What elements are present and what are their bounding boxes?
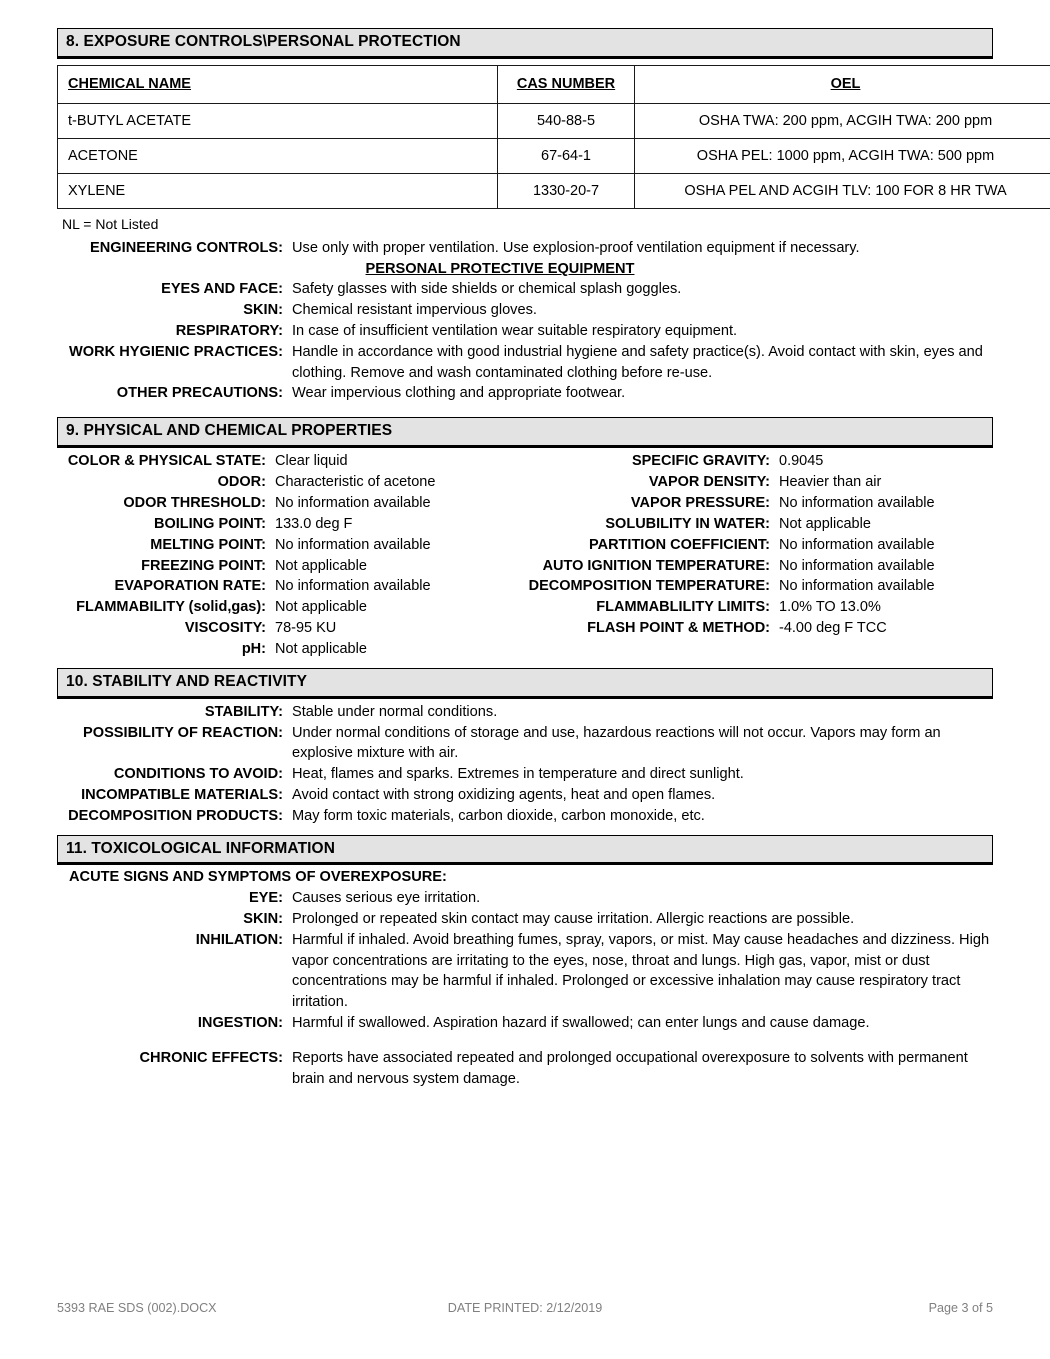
column-header-cas-number-label: CAS NUMBER <box>516 75 616 92</box>
work-hygienic-practices-label: WORK HYGIENIC PRACTICES: <box>68 343 283 360</box>
respiratory-value: In case of insufficient ventilation wear suitable respiratory equipment. <box>292 323 738 339</box>
section-10-header: 10. STABILITY AND REACTIVITY <box>57 668 993 697</box>
ph-row <box>57 639 509 660</box>
cell-oel: OSHA PEL: 1000 ppm, ACGIH TWA: 500 ppm <box>635 138 1050 173</box>
solubility-in-water-row <box>509 514 993 535</box>
ph-label: pH: <box>241 641 266 658</box>
ingestion-label: INGESTION: <box>197 1015 283 1032</box>
vapor-density-label: VAPOR DENSITY: <box>648 473 770 490</box>
incompatible-materials-value: Avoid contact with strong oxidizing agents, heat and open flames. <box>292 787 716 804</box>
chronic-effects-value: Reports have associated repeated and prolonged occupational overexposure to solvents with permanent brain and nervous system damage. <box>292 1049 968 1087</box>
flammability-limits-value: 1.0% TO 13.0% <box>779 599 881 616</box>
section-9-left-column <box>57 451 509 660</box>
engineering-controls-label: ENGINEERING CONTROLS: <box>90 239 283 256</box>
vapor-pressure-label: VAPOR PRESSURE: <box>630 494 770 511</box>
vapor-density-row <box>509 472 993 493</box>
flammability-limits-row <box>509 597 993 618</box>
conditions-to-avoid-label: CONDITIONS TO AVOID: <box>113 766 283 783</box>
evaporation-rate-label: EVAPORATION RATE: <box>114 578 266 595</box>
engineering-controls-row <box>57 238 993 259</box>
other-precautions-value: Wear impervious clothing and appropriate footwear. <box>292 385 626 402</box>
ppe-subheading: PERSONAL PROTECTIVE EQUIPMENT <box>365 260 635 277</box>
cell-oel: OSHA TWA: 200 ppm, ACGIH TWA: 200 ppm <box>635 103 1050 138</box>
decomposition-temperature-row <box>509 576 993 597</box>
page-footer <box>57 1301 993 1315</box>
decomposition-products-row <box>57 806 993 827</box>
melting-point-label: MELTING POINT: <box>150 536 266 553</box>
ingestion-value: Harmful if swallowed. Aspiration hazard if swallowed; can enter lungs and cause damage. <box>292 1015 870 1032</box>
boiling-point-row <box>57 514 509 535</box>
skin-toxicology-row <box>57 909 993 930</box>
footer-page-number: Page 3 of 5 <box>928 1301 993 1315</box>
ingestion-row <box>57 1013 993 1034</box>
not-listed-note: NL = Not Listed <box>62 215 159 232</box>
column-header-chemical-name-label: CHEMICAL NAME <box>68 75 191 92</box>
possibility-of-reaction-row <box>57 723 993 765</box>
vapor-pressure-row <box>509 493 993 514</box>
viscosity-label: VISCOSITY: <box>184 620 266 637</box>
section-9-right-column <box>509 451 993 660</box>
solubility-in-water-value: Not applicable <box>779 515 871 532</box>
melting-point-value: No information available <box>275 536 431 553</box>
skin-toxicology-value: Prolonged or repeated skin contact may cause irritation. Allergic reactions are possible. <box>292 911 855 928</box>
specific-gravity-value: 0.9045 <box>779 453 824 469</box>
section-10-body <box>57 702 993 827</box>
freezing-point-label: FREEZING POINT: <box>141 557 266 574</box>
odor-label: ODOR: <box>217 473 266 490</box>
column-header-chemical-name <box>58 65 498 103</box>
auto-ignition-temperature-label: AUTO IGNITION TEMPERATURE: <box>542 557 770 574</box>
chronic-effects-row <box>57 1048 993 1090</box>
freezing-point-value: Not applicable <box>275 557 367 574</box>
partition-coefficient-row <box>509 535 993 556</box>
odor-threshold-row <box>57 493 509 514</box>
color-physical-state-value: Clear liquid <box>275 453 348 469</box>
flash-point-method-row <box>509 618 993 639</box>
table-row <box>58 138 1050 173</box>
stability-row <box>57 702 993 723</box>
flammability-label: FLAMMABILITY (solid,gas): <box>76 599 266 616</box>
flammability-row <box>57 597 509 618</box>
table-header-row <box>58 65 1050 103</box>
stability-value: Stable under normal conditions. <box>292 703 498 720</box>
table-row <box>58 103 1050 138</box>
cell-chemical-name: t-BUTYL ACETATE <box>58 103 498 138</box>
odor-value: Characteristic of acetone <box>275 473 436 490</box>
cell-oel: OSHA PEL AND ACGIH TLV: 100 FOR 8 HR TWA <box>635 173 1050 208</box>
decomposition-products-label: DECOMPOSITION PRODUCTS: <box>68 807 283 824</box>
section-8-body <box>57 238 993 404</box>
inhalation-label: INHILATION: <box>195 931 283 948</box>
viscosity-value: 78-95 KU <box>275 620 337 637</box>
section-8-header: 8. EXPOSURE CONTROLS\PERSONAL PROTECTION <box>57 28 993 57</box>
evaporation-rate-value: No information available <box>275 578 431 595</box>
footer-date-printed: DATE PRINTED: 2/12/2019 <box>447 1301 603 1315</box>
possibility-of-reaction-value: Under normal conditions of storage and use, hazardous reactions will not occur. Vapors may form an explosive mixture with air. <box>292 724 941 762</box>
decomposition-temperature-value: No information available <box>779 578 935 595</box>
incompatible-materials-label: INCOMPATIBLE MATERIALS: <box>81 787 283 804</box>
conditions-to-avoid-row <box>57 764 993 785</box>
eyes-and-face-value: Safety glasses with side shields or chemical splash goggles. <box>292 281 682 298</box>
stability-label: STABILITY: <box>204 703 283 720</box>
incompatible-materials-row <box>57 785 993 806</box>
inhalation-value: Harmful if inhaled. Avoid breathing fumes, spray, vapors, or mist. May cause headaches and dizziness. High vapor concentrations are irritating to the eyes, nose, throat and lungs. High gas, vapor, mist or dust concentrations may be harmful if inhaled. Prolonged or excessive inhalation may cause respiratory tract irritation. <box>292 931 990 1011</box>
respiratory-label: RESPIRATORY: <box>175 323 283 339</box>
eye-value: Causes serious eye irritation. <box>292 890 481 907</box>
work-hygienic-practices-value: Handle in accordance with good industrial hygiene and safety practice(s). Avoid contact with skin, eyes and clothing. Remove and wash contaminated clothing before re-use. <box>292 343 983 381</box>
flammability-value: Not applicable <box>275 599 367 616</box>
skin-toxicology-label: SKIN: <box>243 911 283 928</box>
flammability-limits-label: FLAMMABLILITY LIMITS: <box>596 599 770 616</box>
partition-coefficient-value: No information available <box>779 536 935 553</box>
cell-cas-number: 1330-20-7 <box>498 173 635 208</box>
odor-row <box>57 472 509 493</box>
inhalation-row <box>57 930 993 1013</box>
footer-file-name: 5393 RAE SDS (002).DOCX <box>57 1301 217 1315</box>
eye-row <box>57 888 993 909</box>
conditions-to-avoid-value: Heat, flames and sparks. Extremes in temperature and direct sunlight. <box>292 766 744 783</box>
cell-chemical-name: XYLENE <box>58 173 498 208</box>
odor-threshold-value: No information available <box>275 494 431 511</box>
other-precautions-label: OTHER PRECAUTIONS: <box>116 385 283 402</box>
specific-gravity-row <box>509 451 993 472</box>
partition-coefficient-label: PARTITION COEFFICIENT: <box>589 536 770 553</box>
other-precautions-row <box>57 383 993 404</box>
cell-cas-number: 540-88-5 <box>498 103 635 138</box>
section-11-header: 11. TOXICOLOGICAL INFORMATION <box>57 835 993 864</box>
color-physical-state-label: COLOR & PHYSICAL STATE: <box>67 453 266 469</box>
eyes-and-face-row <box>57 279 993 300</box>
decomposition-temperature-label: DECOMPOSITION TEMPERATURE: <box>528 578 770 595</box>
vapor-pressure-value: No information available <box>779 494 935 511</box>
column-header-oel-label: OEL <box>830 75 861 92</box>
ph-value: Not applicable <box>275 641 367 658</box>
boiling-point-value: 133.0 deg F <box>275 515 353 532</box>
work-hygienic-practices-row <box>57 342 993 384</box>
evaporation-rate-row <box>57 576 509 597</box>
possibility-of-reaction-label: POSSIBILITY OF REACTION: <box>82 724 283 741</box>
respiratory-row <box>57 321 993 342</box>
table-row <box>58 173 1050 208</box>
melting-point-row <box>57 535 509 556</box>
engineering-controls-value: Use only with proper ventilation. Use explosion-proof ventilation equipment if necessary. <box>292 239 860 256</box>
flash-point-method-label: FLASH POINT & METHOD: <box>587 620 770 637</box>
cell-chemical-name: ACETONE <box>58 138 498 173</box>
color-physical-state-row <box>57 451 509 472</box>
auto-ignition-temperature-row <box>509 556 993 577</box>
solubility-in-water-label: SOLUBILITY IN WATER: <box>605 515 770 532</box>
section-9-header: 9. PHYSICAL AND CHEMICAL PROPERTIES <box>57 417 993 446</box>
viscosity-row <box>57 618 509 639</box>
row-spacer <box>57 1034 993 1048</box>
auto-ignition-temperature-value: No information available <box>779 557 935 574</box>
odor-threshold-label: ODOR THRESHOLD: <box>123 494 266 511</box>
vapor-density-value: Heavier than air <box>779 473 882 490</box>
skin-value: Chemical resistant impervious gloves. <box>292 302 537 319</box>
column-header-oel <box>635 65 1050 103</box>
exposure-limits-table <box>57 65 1050 209</box>
section-9-body <box>57 451 993 660</box>
section-11-body <box>57 867 993 1089</box>
specific-gravity-label: SPECIFIC GRAVITY: <box>631 453 770 469</box>
eye-label: EYE: <box>248 890 283 907</box>
decomposition-products-value: May form toxic materials, carbon dioxide, carbon monoxide, etc. <box>292 807 705 824</box>
cell-cas-number: 67-64-1 <box>498 138 635 173</box>
acute-signs-heading: ACUTE SIGNS AND SYMPTOMS OF OVEREXPOSURE: <box>69 869 447 886</box>
boiling-point-label: BOILING POINT: <box>154 515 266 532</box>
skin-label: SKIN: <box>243 302 283 319</box>
chronic-effects-label: CHRONIC EFFECTS: <box>139 1049 283 1066</box>
flash-point-method-value: -4.00 deg F TCC <box>779 620 887 637</box>
eyes-and-face-label: EYES AND FACE: <box>161 281 283 298</box>
freezing-point-row <box>57 556 509 577</box>
column-header-cas-number <box>498 65 635 103</box>
skin-row <box>57 300 993 321</box>
